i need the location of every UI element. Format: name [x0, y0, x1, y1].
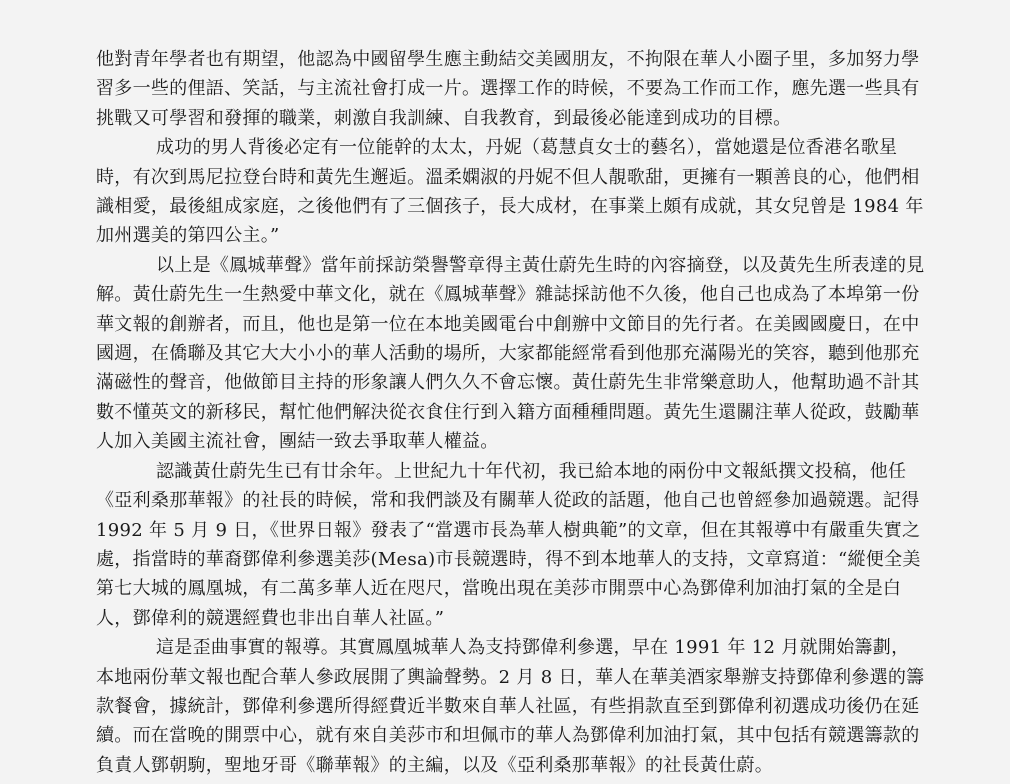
paragraph-3: 以上是《鳳城華聲》當年前採訪榮譽警章得主黃仕蔚先生時的內容摘登，以及黃先生所表達的見解。黃仕蔚先生一生熱愛中華文化，就在《鳳城華聲》雜誌採訪他不久後，他自己也成為了本埠第一份華文報的創辦者，而且，他也是第一位在本地美國電台中創辦中文節目的先行者。在美國國慶日，在中國週，在僑聯及其它大大小小的華人活動的場所，大家都能經常看到他那充滿陽光的笑容，聽到他那充滿磁性的聲音，他做節目主持的形象讓人們久久不會忘懷。黃仕蔚先生非常樂意助人，他幫助過不計其數不懂英文的新移民，幫忙他們解決從衣食住行到入籍方面種種問題。黃先生還關注華人從政，鼓勵華人加入美國主流社會，團結一致去爭取華人權益。 — [96, 254, 925, 453]
paragraph-1: 他對青年學者也有期望，他認為中國留學生應主動結交美國朋友，不拘限在華人小圈子里，多加努力學習多一些的俚語、笑話，与主流社會打成一片。選擇工作的時候，不要為工作而工作，應先選一些具有挑戰又可學習和發揮的職業，刺激自我訓練、自我教育，到最後必能達到成功的目標。 — [96, 49, 920, 129]
paragraph-5: 這是歪曲事實的報導。其實鳳凰城華人為支持鄧偉利參選，早在 1991 年 12 月就開始籌劃，本地兩份華文報也配合華人參政展開了輿論聲勢。2 月 8 日，華人在華美酒家舉辦支持鄧偉利參選的籌款餐會，據統計，鄧偉利參選所得經費近半數來自華人社區，有些捐款直至到鄧偉利初選成功後仍在延續。而在當晚的開票中心，就有來自美莎市和坦佩市的華人為鄧偉利加油打氣，其中包括有競選籌款的負責人鄧朝駒，聖地牙哥《聯華報》的主編，以及《亞利桑那華報》的社長黃仕蔚。 — [96, 637, 925, 776]
paragraph-4: 認識黃仕蔚先生已有廿余年。上世紀九十年代初，我已給本地的兩份中文報紙撰文投稿，他任《亞利桑那華報》的社長的時候，常和我們談及有關華人從政的話題，他自己也曾經參加過競選。記得 1992 年 5 月 9 日，《世界日報》發表了“當選市長為華人樹典範”的文章，但在其報導中有嚴重失實之處，指當時的華裔鄧偉利參選美莎(Mesa)市長競選時，得不到本地華人的支持，文章寫道：“縱便全美第七大城的鳳凰城，有二萬多華人近在咫尺，當晚出現在美莎市開票中心為鄧偉利加油打氣的全是白人，鄧偉利的競選經費也非出自華人社區。” — [96, 460, 921, 629]
paragraph-2: 成功的男人背後必定有一位能幹的太太，丹妮（葛慧貞女士的藝名），當她還是位香港名歌星時，有次到馬尼拉登台時和黃先生邂逅。溫柔嫻淑的丹妮不但人靚歌甜，更擁有一顆善良的心，他們相識相愛，最後組成家庭，之後他們有了三個孩子，長大成材，在事業上頗有成就，其女兒曾是 1984 年加州選美的第四公主。” — [96, 137, 924, 247]
